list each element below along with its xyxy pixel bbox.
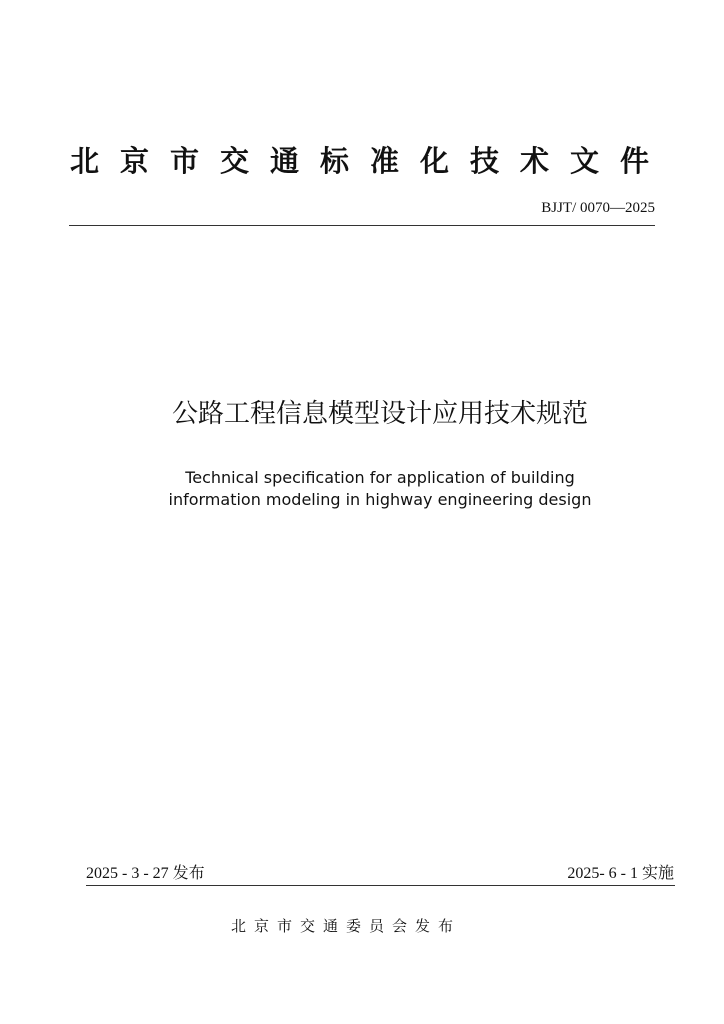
implementation-date: 2025- 6 - 1 实施 — [567, 865, 674, 882]
header-divider — [69, 225, 655, 226]
document-type-heading: 北京市交通标准化技术文件 — [70, 144, 671, 178]
standard-number: BJJT/ 0070—2025 — [541, 200, 655, 216]
title-english-line-2: information modeling in highway engineering design — [168, 490, 592, 509]
footer-divider — [86, 885, 675, 886]
title-chinese: 公路工程信息模型设计应用技术规范 — [171, 399, 588, 429]
title-english-line-1: Technical specification for application of building — [185, 468, 575, 487]
title-english — [0, 467, 724, 511]
publisher: 北京市交通委员会发布 — [231, 917, 462, 935]
issue-date: 2025 - 3 - 27 发布 — [86, 865, 205, 882]
